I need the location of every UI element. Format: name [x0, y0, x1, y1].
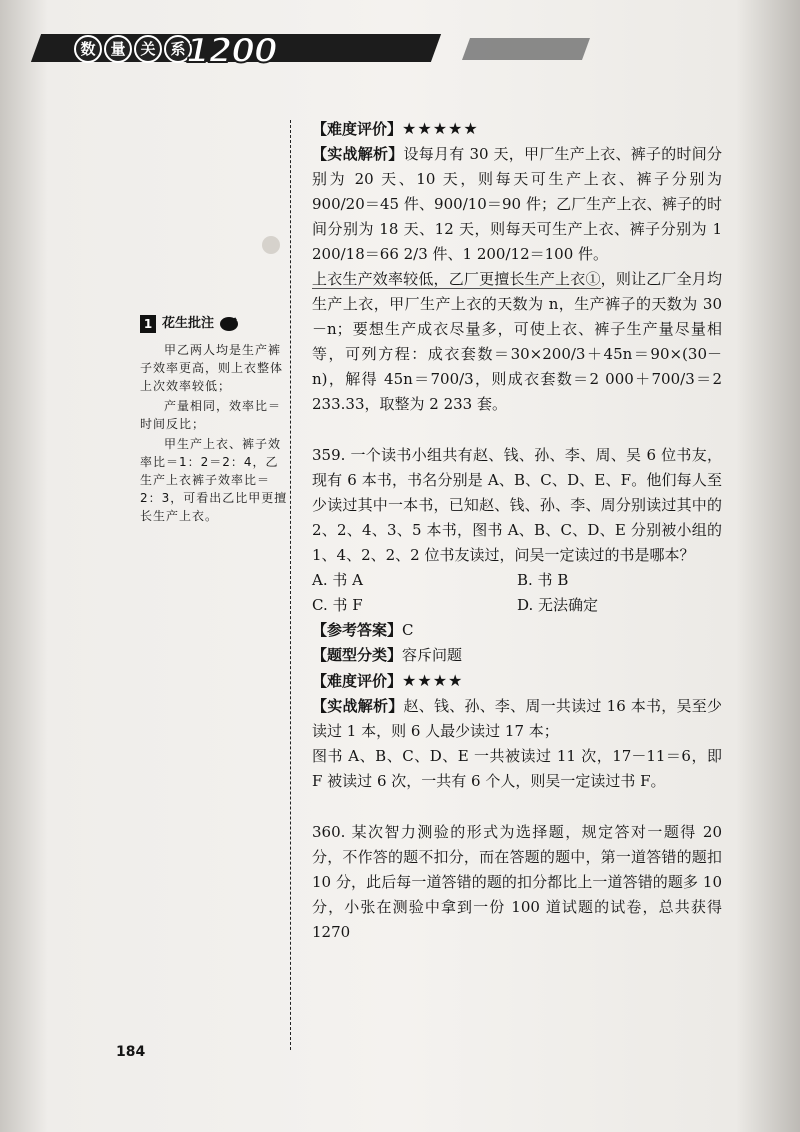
difficulty-line-2 [312, 668, 722, 694]
side-note-header [140, 315, 290, 333]
difficulty-label: 【难度评价】 [312, 120, 403, 138]
option-b: B. 书 B [517, 571, 569, 589]
side-note-paragraph: 甲生产上衣、裤子效率比＝1：2＝2：4，乙生产上衣裤子效率比＝2：3，可看出乙比甲更擅长生产上衣。 [140, 437, 288, 523]
question-360: 360. 某次智力测验的形式为选择题，规定答对一题得 20 分，不作答的题不扣分，而在答题的题中，第一道答错的题扣 10 分，此后每一道答错的题的扣分都比上一道答错的题多 10 分，小张在测验中拿到一份 100 道试题的试卷，总共获得 1270 [312, 823, 722, 941]
side-note-paragraph: 甲乙两人均是生产裤子效率更高，则上衣整体上次效率较低； [140, 343, 284, 393]
title-badge: 系 [164, 35, 192, 63]
main-content [312, 116, 722, 945]
option-d: D. 无法确定 [517, 596, 599, 614]
answer-label: 【参考答案】 [312, 621, 403, 639]
answer-line [312, 618, 722, 643]
book-header [36, 28, 596, 72]
pencil-icon [220, 317, 238, 331]
side-note [140, 315, 290, 527]
analysis-text: 设每月有 30 天，甲厂生产上衣、裤子的时间分别为 20 天、10 天，则每天可生产上衣、裤子分别为 900/20＝45 件、900/10＝90 件；乙厂生产上衣、裤子的时间分别为 18 天、12 天，则每天可生产上衣、裤子分别为 1 200/18＝66 2/3 件、1 200/12＝100 件。 [312, 145, 722, 263]
analysis-label-2: 【实战解析】 [312, 697, 404, 715]
header-accent-band [462, 38, 590, 60]
title-badge: 量 [104, 35, 132, 63]
type-value: 容斥问题 [402, 646, 463, 664]
difficulty-line [312, 116, 722, 142]
type-label: 【题型分类】 [312, 646, 403, 664]
difficulty-label-2: 【难度评价】 [312, 672, 403, 690]
option-c: C. 书 F [312, 596, 363, 614]
difficulty-stars-2: ★★★★ [402, 671, 464, 690]
options-row [312, 568, 722, 593]
side-note-number: 1 [140, 315, 156, 333]
analysis-paragraph-2 [312, 267, 722, 417]
analysis-paragraph-3 [312, 694, 722, 744]
option-a: A. 书 A [312, 571, 363, 589]
analysis-text-3: 赵、钱、孙、李、周一共读过 16 本书，吴至少读过 1 本，则 6 人最少读过 17 本； [312, 697, 722, 740]
difficulty-stars: ★★★★★ [402, 119, 479, 138]
title-badges [74, 35, 192, 63]
annotated-phrase: 上衣生产效率较低，乙厂更擅长生产上衣① [312, 270, 601, 288]
page-number: 184 [116, 1044, 146, 1060]
options-row [312, 593, 722, 618]
type-line [312, 643, 722, 668]
analysis-paragraph-4: 图书 A、B、C、D、E 一共被读过 11 次，17－11＝6，即 F 被读过 6 次，一共有 6 个人，则吴一定读过书 F。 [312, 747, 722, 790]
analysis-paragraph [312, 142, 722, 267]
page-smudge [262, 236, 280, 254]
analysis-text-2: ，则让乙厂全月均生产上衣，甲厂生产上衣的天数为 n，生产裤子的天数为 30－n；要想生产成衣尽量多，可使上衣、裤子生产量尽量相等，可列方程：成衣套数＝30×200/3＋45n＝90×(30－n)，解得 45n＝700/3，则成衣套数＝2 000＋700/3＝2 233.33，取整为 2 233 套。 [312, 270, 722, 413]
side-note-paragraph: 产量相同，效率比＝时间反比； [140, 399, 282, 431]
title-badge: 关 [134, 35, 162, 63]
column-divider [290, 120, 299, 1050]
side-note-title: 花生批注 [162, 316, 215, 331]
analysis-label: 【实战解析】 [312, 145, 404, 163]
answer-value: C [402, 621, 414, 639]
title-number: 1200 [186, 31, 277, 71]
question-359: 359. 一个读书小组共有赵、钱、孙、李、周、吴 6 位书友，现有 6 本书，书名分别是 A、B、C、D、E、F。他们每人至少读过其中一本书，已知赵、钱、孙、李、周分别读过其中的 2、2、4、3、5 本书，图书 A、B、C、D、E 分别被小组的 1、4、2、2、2 位书友读过，问吴一定读过的书是哪本？ [312, 446, 722, 564]
title-badge: 数 [74, 35, 102, 63]
